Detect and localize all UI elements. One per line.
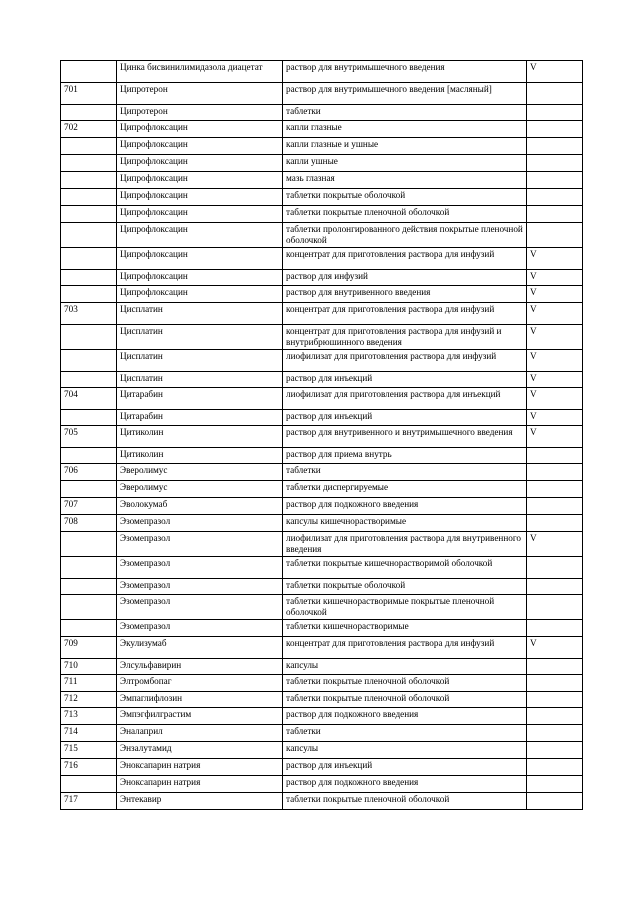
row-number-cell [61,557,117,579]
row-number-cell: 704 [61,388,117,410]
table-row [61,83,583,105]
dosage-form-cell: лиофилизат для приготовления раствора для инфузий [283,350,527,372]
dosage-form-cell: раствор для внутривенного и внутримышечного введения [283,426,527,448]
row-number-cell [61,579,117,595]
drug-name-cell: Энтекавир [117,793,283,810]
vital-mark-cell [527,138,583,155]
vital-mark-cell: V [527,61,583,83]
row-number-cell [61,410,117,426]
table-row [61,61,583,83]
table-row [61,388,583,410]
drug-name-cell: Эзомепразол [117,579,283,595]
vital-mark-cell: V [527,303,583,325]
dosage-form-cell: капсулы кишечнорастворимые [283,515,527,532]
medication-table [60,60,583,810]
dosage-form-cell: раствор для инъекций [283,759,527,776]
table-row [61,759,583,776]
row-number-cell: 714 [61,725,117,742]
drug-name-cell: Ципрофлоксацин [117,248,283,270]
table-row [61,155,583,172]
table-row [61,172,583,189]
vital-mark-cell [527,595,583,620]
row-number-cell: 711 [61,675,117,692]
drug-name-cell: Ципротерон [117,105,283,121]
table-row [61,637,583,659]
table-row [61,121,583,138]
table-row [61,105,583,121]
vital-mark-cell [527,659,583,675]
vital-mark-cell [527,121,583,138]
row-number-cell [61,286,117,303]
row-number-cell [61,61,117,83]
row-number-cell: 705 [61,426,117,448]
drug-name-cell: Цитарабин [117,388,283,410]
row-number-cell [61,206,117,223]
drug-name-cell: Эмпэгфилграстим [117,708,283,725]
table-row [61,659,583,675]
dosage-form-cell: таблетки покрытые пленочной оболочкой [283,206,527,223]
table-row [61,742,583,759]
row-number-cell: 710 [61,659,117,675]
table-row [61,270,583,286]
dosage-form-cell: таблетки покрытые пленочной оболочкой [283,793,527,810]
dosage-form-cell: лиофилизат для приготовления раствора для инъекций [283,388,527,410]
table-row [61,303,583,325]
row-number-cell [61,270,117,286]
table-row [61,223,583,248]
dosage-form-cell: раствор для подкожного введения [283,776,527,793]
vital-mark-cell [527,579,583,595]
drug-name-cell: Элсульфавирин [117,659,283,675]
row-number-cell [61,776,117,793]
drug-name-cell: Энзалутамид [117,742,283,759]
vital-mark-cell: V [527,388,583,410]
dosage-form-cell: капсулы [283,659,527,675]
drug-name-cell: Эноксапарин натрия [117,759,283,776]
table-row [61,498,583,515]
table-row [61,725,583,742]
vital-mark-cell [527,189,583,206]
drug-name-cell: Эзомепразол [117,620,283,637]
row-number-cell: 703 [61,303,117,325]
table-row [61,595,583,620]
vital-mark-cell [527,776,583,793]
vital-mark-cell [527,793,583,810]
table-row [61,426,583,448]
row-number-cell [61,595,117,620]
dosage-form-cell: таблетки [283,105,527,121]
vital-mark-cell [527,105,583,121]
drug-name-cell: Ципрофлоксацин [117,223,283,248]
drug-name-cell: Ципрофлоксацин [117,121,283,138]
drug-name-cell: Цисплатин [117,350,283,372]
vital-mark-cell [527,172,583,189]
dosage-form-cell: таблетки диспергируемые [283,481,527,498]
table-row [61,793,583,810]
vital-mark-cell: V [527,286,583,303]
dosage-form-cell: капли глазные и ушные [283,138,527,155]
dosage-form-cell: раствор для подкожного введения [283,708,527,725]
drug-name-cell: Элтромбопаг [117,675,283,692]
drug-name-cell: Эзомепразол [117,595,283,620]
dosage-form-cell: раствор для инъекций [283,372,527,388]
dosage-form-cell: таблетки покрытые пленочной оболочкой [283,692,527,708]
row-number-cell [61,448,117,464]
drug-name-cell: Цитиколин [117,426,283,448]
row-number-cell: 716 [61,759,117,776]
dosage-form-cell: раствор для приема внутрь [283,448,527,464]
drug-name-cell: Эзомепразол [117,532,283,557]
dosage-form-cell: таблетки покрытые кишечнорастворимой оболочкой [283,557,527,579]
row-number-cell [61,481,117,498]
row-number-cell: 701 [61,83,117,105]
drug-name-cell: Эволокумаб [117,498,283,515]
dosage-form-cell: таблетки пролонгированного действия покрытые пленочной оболочкой [283,223,527,248]
vital-mark-cell [527,759,583,776]
vital-mark-cell: V [527,372,583,388]
row-number-cell: 702 [61,121,117,138]
vital-mark-cell [527,620,583,637]
row-number-cell [61,248,117,270]
vital-mark-cell: V [527,270,583,286]
row-number-cell [61,223,117,248]
vital-mark-cell: V [527,248,583,270]
row-number-cell [61,138,117,155]
table-row [61,248,583,270]
dosage-form-cell: таблетки кишечнорастворимые [283,620,527,637]
drug-name-cell: Эверолимус [117,481,283,498]
dosage-form-cell: таблетки кишечнорастворимые покрытые пленочной оболочкой [283,595,527,620]
drug-name-cell: Экулизумаб [117,637,283,659]
table-row [61,372,583,388]
drug-name-cell: Ципротерон [117,83,283,105]
table-row [61,776,583,793]
dosage-form-cell: концентрат для приготовления раствора для инфузий [283,303,527,325]
dosage-form-cell: раствор для подкожного введения [283,498,527,515]
dosage-form-cell: капли глазные [283,121,527,138]
vital-mark-cell: V [527,325,583,350]
dosage-form-cell: таблетки покрытые пленочной оболочкой [283,675,527,692]
drug-name-cell: Ципрофлоксацин [117,286,283,303]
row-number-cell [61,532,117,557]
table-row [61,138,583,155]
vital-mark-cell [527,155,583,172]
table-row [61,515,583,532]
row-number-cell [61,189,117,206]
drug-name-cell: Эверолимус [117,464,283,481]
vital-mark-cell: V [527,637,583,659]
dosage-form-cell: раствор для внутримышечного введения [283,61,527,83]
vital-mark-cell [527,206,583,223]
vital-mark-cell [527,515,583,532]
table-row [61,579,583,595]
drug-name-cell: Ципрофлоксацин [117,172,283,189]
table-row [61,481,583,498]
drug-name-cell: Цитиколин [117,448,283,464]
dosage-form-cell: таблетки [283,464,527,481]
drug-name-cell: Цитарабин [117,410,283,426]
table-row [61,410,583,426]
dosage-form-cell: концентрат для приготовления раствора для инфузий и внутрибрюшинного введения [283,325,527,350]
drug-name-cell: Эмпаглифлозин [117,692,283,708]
dosage-form-cell: концентрат для приготовления раствора для инфузий [283,637,527,659]
vital-mark-cell [527,448,583,464]
dosage-form-cell: капсулы [283,742,527,759]
table-row [61,286,583,303]
vital-mark-cell: V [527,532,583,557]
dosage-form-cell: капли ушные [283,155,527,172]
row-number-cell: 715 [61,742,117,759]
dosage-form-cell: таблетки покрытые оболочкой [283,579,527,595]
table-row [61,448,583,464]
drug-name-cell: Цисплатин [117,372,283,388]
drug-name-cell: Ципрофлоксацин [117,138,283,155]
drug-name-cell: Цисплатин [117,303,283,325]
row-number-cell: 707 [61,498,117,515]
vital-mark-cell: V [527,426,583,448]
table-row [61,350,583,372]
vital-mark-cell [527,742,583,759]
drug-name-cell: Цинка бисвинилимидазола диацетат [117,61,283,83]
row-number-cell [61,325,117,350]
table-row [61,557,583,579]
vital-mark-cell [527,725,583,742]
row-number-cell [61,372,117,388]
table-row [61,189,583,206]
drug-name-cell: Ципрофлоксацин [117,206,283,223]
drug-name-cell: Ципрофлоксацин [117,270,283,286]
drug-name-cell: Эзомепразол [117,515,283,532]
vital-mark-cell [527,498,583,515]
row-number-cell [61,172,117,189]
dosage-form-cell: раствор для инфузий [283,270,527,286]
row-number-cell: 709 [61,637,117,659]
table-row [61,464,583,481]
vital-mark-cell [527,675,583,692]
row-number-cell: 712 [61,692,117,708]
dosage-form-cell: таблетки покрытые оболочкой [283,189,527,206]
medication-table-body [61,61,583,810]
table-row [61,325,583,350]
row-number-cell: 713 [61,708,117,725]
dosage-form-cell: концентрат для приготовления раствора для инфузий [283,248,527,270]
dosage-form-cell: раствор для внутримышечного введения [масляный] [283,83,527,105]
dosage-form-cell: мазь глазная [283,172,527,189]
dosage-form-cell: раствор для внутривенного введения [283,286,527,303]
drug-name-cell: Эноксапарин натрия [117,776,283,793]
row-number-cell: 706 [61,464,117,481]
table-row [61,675,583,692]
row-number-cell [61,350,117,372]
vital-mark-cell [527,708,583,725]
row-number-cell: 717 [61,793,117,810]
vital-mark-cell: V [527,410,583,426]
row-number-cell [61,620,117,637]
drug-name-cell: Ципрофлоксацин [117,155,283,172]
vital-mark-cell [527,557,583,579]
drug-name-cell: Эналаприл [117,725,283,742]
vital-mark-cell [527,223,583,248]
table-row [61,206,583,223]
vital-mark-cell [527,83,583,105]
vital-mark-cell: V [527,350,583,372]
vital-mark-cell [527,481,583,498]
table-row [61,692,583,708]
row-number-cell [61,155,117,172]
table-row [61,532,583,557]
vital-mark-cell [527,464,583,481]
row-number-cell [61,105,117,121]
vital-mark-cell [527,692,583,708]
table-row [61,708,583,725]
drug-name-cell: Эзомепразол [117,557,283,579]
drug-name-cell: Цисплатин [117,325,283,350]
dosage-form-cell: лиофилизат для приготовления раствора для внутривенного введения [283,532,527,557]
dosage-form-cell: раствор для инъекций [283,410,527,426]
row-number-cell: 708 [61,515,117,532]
drug-name-cell: Ципрофлоксацин [117,189,283,206]
dosage-form-cell: таблетки [283,725,527,742]
table-row [61,620,583,637]
